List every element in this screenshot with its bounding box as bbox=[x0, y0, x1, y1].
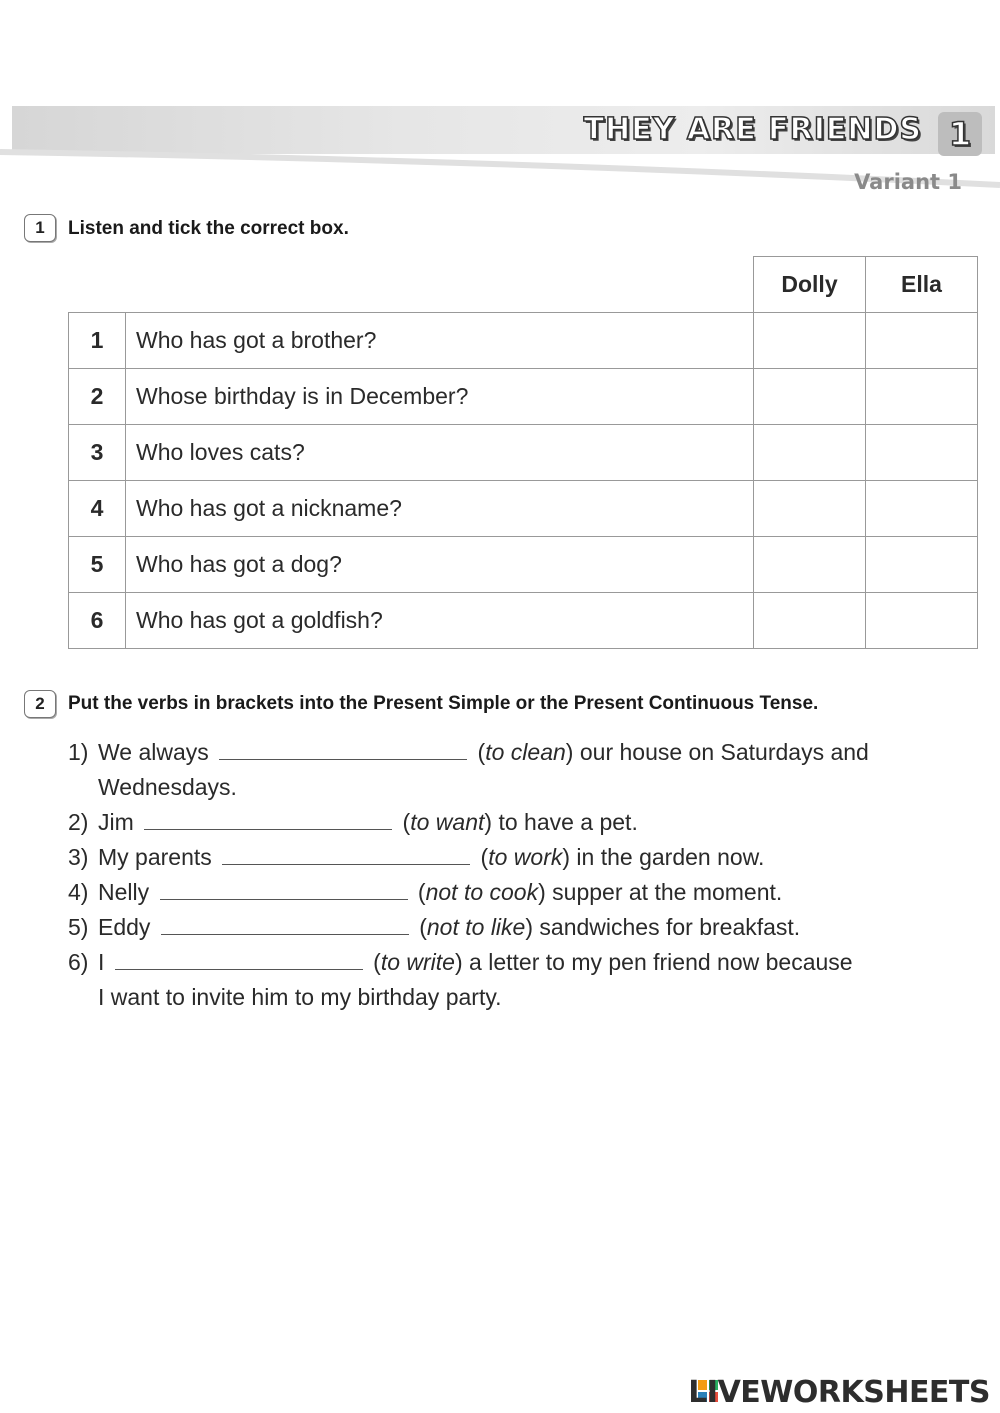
column-header-dolly: Dolly bbox=[754, 257, 866, 313]
row-number: 5 bbox=[69, 537, 126, 593]
tick-box-ella[interactable] bbox=[866, 537, 978, 593]
sentence-start: Jim bbox=[98, 809, 134, 835]
tick-box-dolly[interactable] bbox=[754, 313, 866, 369]
sentence-end: in the garden now. bbox=[576, 844, 765, 870]
sentence-number: 1) bbox=[68, 739, 89, 765]
exercise-2-number: 2 bbox=[24, 690, 56, 718]
header-swoosh bbox=[0, 140, 1000, 210]
sentence-number: 6) bbox=[68, 949, 89, 975]
unit-title: THEY ARE FRIENDS bbox=[583, 112, 922, 147]
sentence-number: 2) bbox=[68, 809, 89, 835]
tick-box-dolly[interactable] bbox=[754, 593, 866, 649]
list-item: 3) My parents (to work) in the garden now. bbox=[68, 840, 938, 875]
row-number: 6 bbox=[69, 593, 126, 649]
sentence-start: We always bbox=[98, 739, 209, 765]
sentence-end: a letter to my pen friend now because bbox=[469, 949, 853, 975]
sentence-continuation: Wednesdays. bbox=[98, 774, 237, 800]
row-question: Who has got a dog? bbox=[126, 537, 754, 593]
row-question: Who has got a goldfish? bbox=[126, 593, 754, 649]
tick-box-ella[interactable] bbox=[866, 313, 978, 369]
list-item: 1) We always (to clean) our house on Saturdays and Wednesdays. bbox=[68, 735, 938, 805]
sentence-end: our house on Saturdays and bbox=[579, 739, 869, 765]
tick-box-dolly[interactable] bbox=[754, 481, 866, 537]
sentence-number: 3) bbox=[68, 844, 89, 870]
table-row bbox=[69, 593, 978, 649]
verb-hint: not to cook bbox=[425, 879, 539, 905]
verb-hint: not to like bbox=[426, 914, 526, 940]
table-row bbox=[69, 369, 978, 425]
tick-box-dolly[interactable] bbox=[754, 425, 866, 481]
row-question: Who has got a nickname? bbox=[126, 481, 754, 537]
sentence-start: Nelly bbox=[98, 879, 150, 905]
sentence-continuation: I want to invite him to my birthday party. bbox=[98, 984, 502, 1010]
verb-hint: to work bbox=[488, 844, 563, 870]
answer-blank[interactable] bbox=[219, 737, 467, 760]
unit-number: 1 bbox=[938, 112, 982, 156]
sentence-start: Eddy bbox=[98, 914, 151, 940]
sentence-list bbox=[68, 735, 938, 1015]
row-number: 4 bbox=[69, 481, 126, 537]
sentence-number: 5) bbox=[68, 914, 89, 940]
answer-blank[interactable] bbox=[161, 912, 409, 935]
list-item: 2) Jim (to want) to have a pet. bbox=[68, 805, 938, 840]
liveworksheets-logo: LIVEWORKSHEETS bbox=[688, 1375, 990, 1410]
list-item: 6) I (to write) a letter to my pen friend now because I want to invite him to my birthday party. bbox=[68, 945, 938, 1015]
exercise-2-instruction: Put the verbs in brackets into the Present Simple or the Present Continuous Tense. bbox=[68, 693, 819, 714]
table-row bbox=[69, 481, 978, 537]
table-header-row bbox=[69, 257, 978, 313]
table-row bbox=[69, 313, 978, 369]
column-header-ella: Ella bbox=[866, 257, 978, 313]
sentence-number: 4) bbox=[68, 879, 89, 905]
exercise-1-number: 1 bbox=[24, 214, 56, 242]
row-number: 3 bbox=[69, 425, 126, 481]
sentence-end: to have a pet. bbox=[498, 809, 638, 835]
answer-blank[interactable] bbox=[160, 877, 408, 900]
row-question: Whose birthday is in December? bbox=[126, 369, 754, 425]
row-question: Who has got a brother? bbox=[126, 313, 754, 369]
row-question: Who loves cats? bbox=[126, 425, 754, 481]
verb-hint: to write bbox=[380, 949, 455, 975]
tick-box-ella[interactable] bbox=[866, 425, 978, 481]
verb-hint: to clean bbox=[485, 739, 566, 765]
tick-box-ella[interactable] bbox=[866, 369, 978, 425]
row-number: 1 bbox=[69, 313, 126, 369]
verb-hint: to want bbox=[410, 809, 485, 835]
list-item: 5) Eddy (not to like) sandwiches for breakfast. bbox=[68, 910, 938, 945]
sentence-end: supper at the moment. bbox=[552, 879, 783, 905]
tick-box-ella[interactable] bbox=[866, 593, 978, 649]
tick-box-dolly[interactable] bbox=[754, 369, 866, 425]
table-row bbox=[69, 425, 978, 481]
tick-box-ella[interactable] bbox=[866, 481, 978, 537]
answer-blank[interactable] bbox=[115, 947, 363, 970]
list-item: 4) Nelly (not to cook) supper at the moment. bbox=[68, 875, 938, 910]
tick-box-dolly[interactable] bbox=[754, 537, 866, 593]
table-row bbox=[69, 537, 978, 593]
exercise-1-instruction: Listen and tick the correct box. bbox=[68, 218, 349, 239]
sentence-start: My parents bbox=[98, 844, 212, 870]
sentence-end: sandwiches for breakfast. bbox=[539, 914, 801, 940]
sentence-start: I bbox=[98, 949, 105, 975]
row-number: 2 bbox=[69, 369, 126, 425]
answer-blank[interactable] bbox=[144, 807, 392, 830]
answer-table bbox=[68, 256, 978, 649]
variant-label: Variant 1 bbox=[854, 170, 962, 194]
answer-blank[interactable] bbox=[222, 842, 470, 865]
